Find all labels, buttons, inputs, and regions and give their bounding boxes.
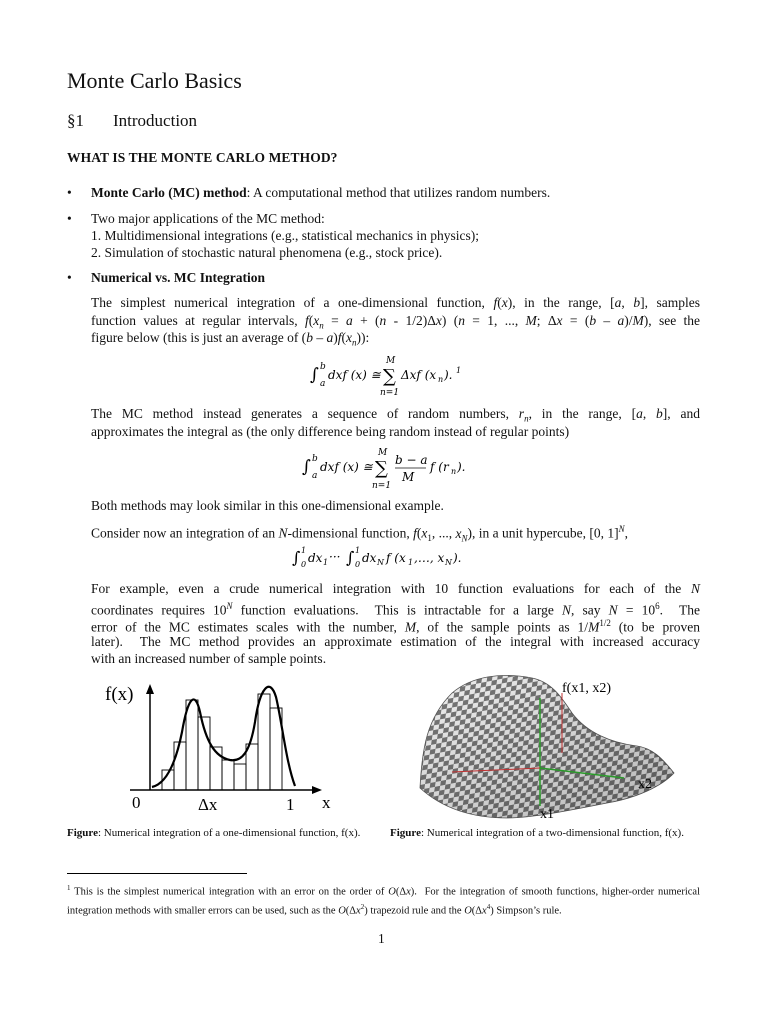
paragraph-intractable: For example, even a crude numerical integration with 10 function evaluations for each of the N coordinates requires $10^N$ function evaluations. This is intractable for a large N, say $N = 10^6$. The error of the MC estimates scales with the number, M, of the sample points as $1/M^{1/2}$ (to be proven later). The MC method provides an approximate estimation of the integral with increased accuracy with an increased number of sample points. — [91, 581, 700, 667]
eq3-args: ,…, x — [414, 551, 445, 565]
eq1-integral-sign: ∫ — [310, 365, 319, 385]
eq3-sub-n: N — [377, 558, 384, 567]
eq2-sum-sign: ∑ — [375, 458, 388, 479]
eq2-numerator: b − a — [395, 453, 428, 467]
eq1-integrand: dxf (x) ≅ — [328, 368, 381, 382]
eq1-summand: Δxf (x — [401, 368, 437, 382]
section-heading — [67, 111, 197, 131]
eq3-integral-2: ∫ — [346, 548, 355, 567]
eq2-lower-a: a — [312, 471, 318, 481]
bullet1-term: Monte Carlo (MC) method — [91, 185, 247, 200]
bullet2-item2: 2. Simulation of stochastic natural phenomena (e.g., stock price). — [91, 245, 443, 260]
bullet3-heading: Numerical vs. MC Integration — [91, 270, 265, 285]
eq2-integral-sign: ∫ — [302, 457, 311, 477]
eq1-sum-lower: n=1 — [380, 388, 400, 398]
page-number: 1 — [378, 931, 385, 946]
section-title: Introduction — [113, 111, 198, 130]
eq2-integrand: dxf (x) ≅ — [320, 460, 373, 474]
eq1-sum-upper: M — [386, 356, 396, 366]
eq1-close: ). — [444, 368, 453, 382]
fig1-bar — [186, 700, 198, 790]
fig1-bar — [246, 744, 258, 790]
fig1-bar — [174, 742, 186, 790]
eq3-sub-1: 1 — [323, 558, 329, 567]
eq3-integral-1: ∫ — [292, 548, 301, 567]
bullet-dot: • — [67, 185, 72, 200]
document-title: Monte Carlo Basics — [67, 68, 242, 93]
fig2-x2-label: x2 — [638, 777, 652, 792]
eq3-close: ). — [453, 551, 462, 565]
figure1-caption — [67, 826, 377, 840]
eq3-cdots: ··· — [329, 550, 341, 564]
eq1-upper-b: b — [320, 362, 326, 372]
eq2-upper-b: b — [312, 454, 318, 464]
footnote-rule — [67, 873, 247, 874]
figure2-caption — [390, 826, 700, 840]
figure1-caption-label: Figure — [67, 827, 98, 839]
eq3-lower-2: 0 — [355, 560, 361, 569]
bullet-dot: • — [67, 211, 72, 226]
fig1-y-arrow — [146, 684, 154, 694]
eq2-sub-n: n — [451, 467, 457, 476]
paragraph-mc-random-numbers: The MC method instead generates a sequence of random numbers, $r_n$, in the range, [a, b], and approximates the integral as (the only difference being random instead of regular points) — [91, 406, 700, 439]
eq3-upper-2: 1 — [355, 546, 361, 555]
section-number: §1 — [67, 111, 84, 130]
eq1-footnote-mark: 1 — [456, 366, 462, 375]
equation-mc-integral — [300, 444, 480, 492]
paragraph-simplest-integration: The simplest numerical integration of a one-dimensional function, f(x), in the range, [a, b], samples function values at regular intervals, $f(x_n = a + (n - 1/2)\Delta x) (n = 1$, ..., M; Δx = (b – a)/M), see the figure below (this is just an average of $(b - a)f(x_n)$): — [91, 295, 701, 348]
bullet-dot: • — [67, 270, 72, 285]
eq3-dx1: dx — [308, 551, 323, 565]
footnote-1: $^1$ This is the simplest numerical integration with an error on the order of O(Δx). For the integration of smooth functions, higher-order numerical integration methods with smaller errors can be used, such as the $O(\Delta x^2)$ trapezoid rule and the $O(\Delta x^4)$ Simpson’s rule. — [67, 884, 700, 916]
eq1-sum-sign: ∑ — [383, 366, 396, 387]
equation-numerical-integral — [308, 352, 478, 398]
fig1-x1-label: 1 — [286, 795, 295, 814]
eq3-sub-xn: N — [445, 558, 452, 567]
eq2-function: f (r — [430, 460, 449, 474]
fig1-function-curve — [152, 687, 295, 787]
paragraph-n-dimensional: Consider now an integration of an N-dimensional function, $f(x_1$, ..., $x_N$), in a unit hypercube, [0, 1]$^N$, — [91, 524, 628, 544]
eq2-denominator: M — [402, 470, 415, 484]
fig2-surface-shading — [420, 675, 674, 818]
eq3-upper-1: 1 — [301, 546, 307, 555]
eq2-sum-upper: M — [378, 448, 388, 458]
fig1-dx-label: Δx — [198, 795, 218, 814]
fig1-x0-label: 0 — [132, 793, 141, 812]
figure-1d-integration — [100, 672, 350, 822]
fig1-bar — [258, 694, 270, 790]
figure2-caption-text: : Numerical integration of a two-dimensional function, f(x). — [420, 827, 684, 839]
fig1-ylabel: f(x) — [105, 684, 134, 705]
figure-2d-surface — [412, 668, 702, 828]
bullet2-text: Two major applications of the MC method: — [91, 211, 325, 226]
bullet1-definition: : A computational method that utilizes random numbers. — [246, 185, 551, 200]
eq3-function: f (x — [386, 551, 406, 565]
subheading: WHAT IS THE MONTE CARLO METHOD? — [67, 150, 338, 165]
eq1-sub-n: n — [438, 375, 444, 384]
fig1-bar — [222, 760, 234, 790]
bullet2-item1: 1. Multidimensional integrations (e.g., statistical mechanics in physics); — [91, 228, 480, 243]
eq1-lower-a: a — [320, 379, 326, 389]
fig1-x-arrow — [312, 786, 322, 794]
fig2-function-label: f(x1, x2) — [562, 681, 611, 696]
eq3-sub-x1: 1 — [408, 558, 414, 567]
fig1-xlabel: x — [322, 793, 331, 812]
fig1-bar — [234, 764, 246, 790]
eq2-sum-lower: n=1 — [372, 481, 392, 491]
equation-hypercube-integral — [290, 542, 490, 572]
eq2-close: ). — [457, 460, 466, 474]
fig2-x1-label: x1 — [540, 807, 554, 822]
eq3-lower-0: 0 — [301, 560, 307, 569]
paragraph-both-methods: Both methods may look similar in this one-dimensional example. — [91, 498, 444, 513]
figure2-caption-label: Figure — [390, 827, 421, 839]
figure1-caption-text: : Numerical integration of a one-dimensional function, f(x). — [97, 827, 361, 839]
eq3-dxn: dx — [362, 551, 377, 565]
